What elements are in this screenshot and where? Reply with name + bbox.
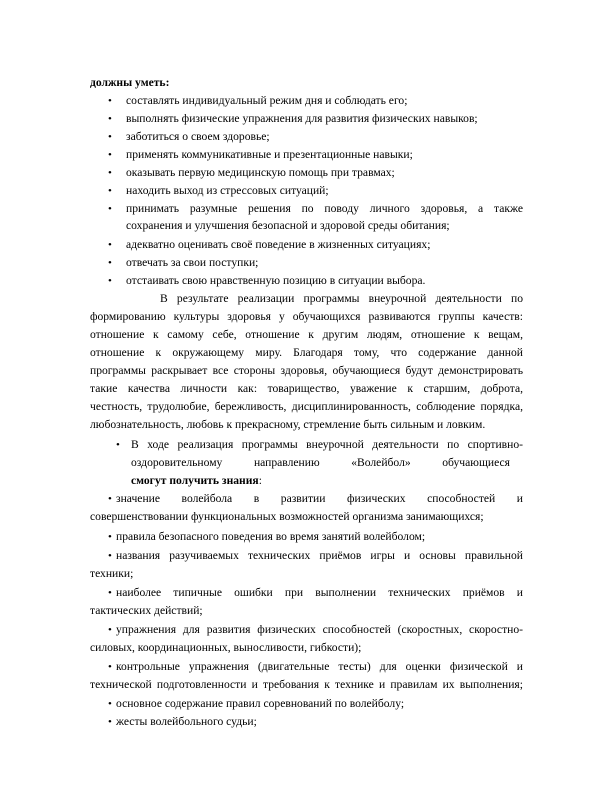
bullet-icon: • [108,95,112,107]
list-item-continuation: совершенствовании функциональных возможностей организма занимающихся; [90,510,484,523]
list-item: наиболее типичные ошибки при выполнении технических приёмов и [116,586,523,599]
list-item-continuation: техники; [90,567,134,580]
paragraph-line: честность, трудолюбие, бережливость, дисциплинированность, соблюдение порядка, [90,400,523,413]
bullet-icon: • [108,185,112,197]
bullet-icon: • [108,716,112,728]
list-item: оказывать первую медицинскую помощь при травмах; [126,166,395,179]
bullet-icon: • [108,531,112,543]
bullet-icon: • [108,275,112,287]
paragraph-line: такие качества личности как: товарищество, уважение к старшим, доброта, [90,382,523,395]
list-item-continuation: технической подготовленности и требования к технике и правилам их выполнения; [90,678,523,691]
intro-line: оздоровительному направлению «Волейбол» обучающиеся [131,456,510,469]
paragraph-line: программы раскрывает все стороны здоровья, обучающиеся будут демонстрировать [90,364,523,377]
paragraph-line: отношение к окружающему миру. Благодаря тому, что содержание данной [90,346,523,359]
bullet-icon: • [108,624,112,636]
paragraph-line: отношение к самому себе, отношение к другим людям, отношение к вещам, [90,328,523,341]
bullet-icon: • [108,149,112,161]
list-item: составлять индивидуальный режим дня и соблюдать его; [126,94,408,107]
bullet-icon: • [108,167,112,179]
list-item: выполнять физические упражнения для развития физических навыков; [126,112,478,125]
bullet-icon: • [108,698,112,710]
intro-line: В ходе реализация программы внеурочной деятельности по спортивно- [131,438,523,451]
paragraph-line: В результате реализации программы внеурочной деятельности по [160,292,523,305]
knowledge-colon: : [258,474,262,487]
list-item: названия разучиваемых технических приёмов игры и основы правильной [116,549,523,562]
list-item: находить выход из стрессовых ситуаций; [126,184,329,197]
bullet-icon: • [108,493,112,505]
list-item: отстаивать свою нравственную позицию в ситуации выбора. [126,274,426,287]
list-item: контрольные упражнения (двигательные тесты) для оценки физической и [116,660,523,673]
list-item: отвечать за свои поступки; [126,256,259,269]
list-item: значение волейбола в развитии физических способностей и [116,492,523,505]
list-item-continuation: силовых, координационных, выносливости, гибкости); [90,641,362,654]
bullet-icon: • [108,113,112,125]
list-item: применять коммуникативные и презентационные навыки; [126,148,413,161]
bullet-icon: • [108,257,112,269]
intro-subheading [131,474,262,488]
list-item: правила безопасного поведения во время занятий волейболом; [116,530,426,543]
paragraph-line: формированию культуры здоровья у обучающихся развиваются группы качеств: [90,310,523,323]
section-heading: должны уметь: [90,76,170,89]
list-item: основное содержание правил соревнований по волейболу; [116,697,405,710]
list-item-continuation: тактических действий; [90,604,203,617]
knowledge-label: смогут получить знания [131,474,259,487]
bullet-icon: • [108,239,112,251]
bullet-icon: • [108,550,112,562]
paragraph-line: любознательность, любовь к прекрасному, стремление быть сильным и ловким. [90,418,486,431]
list-item: принимать разумные решения по поводу личного здоровья, а также [126,202,523,215]
list-item: адекватно оценивать своё поведение в жизненных ситуациях; [126,238,431,251]
bullet-icon: • [108,587,112,599]
bullet-icon: • [116,439,120,451]
bullet-icon: • [108,203,112,215]
list-item: упражнения для развития физических способностей (скоростных, скоростно- [116,623,523,636]
list-item-continuation: сохранения и улучшения безопасной и здоровой среды обитания; [126,219,450,232]
list-item: заботиться о своем здоровье; [126,130,270,143]
bullet-icon: • [108,131,112,143]
list-item: жесты волейбольного судьи; [116,715,257,728]
bullet-icon: • [108,661,112,673]
